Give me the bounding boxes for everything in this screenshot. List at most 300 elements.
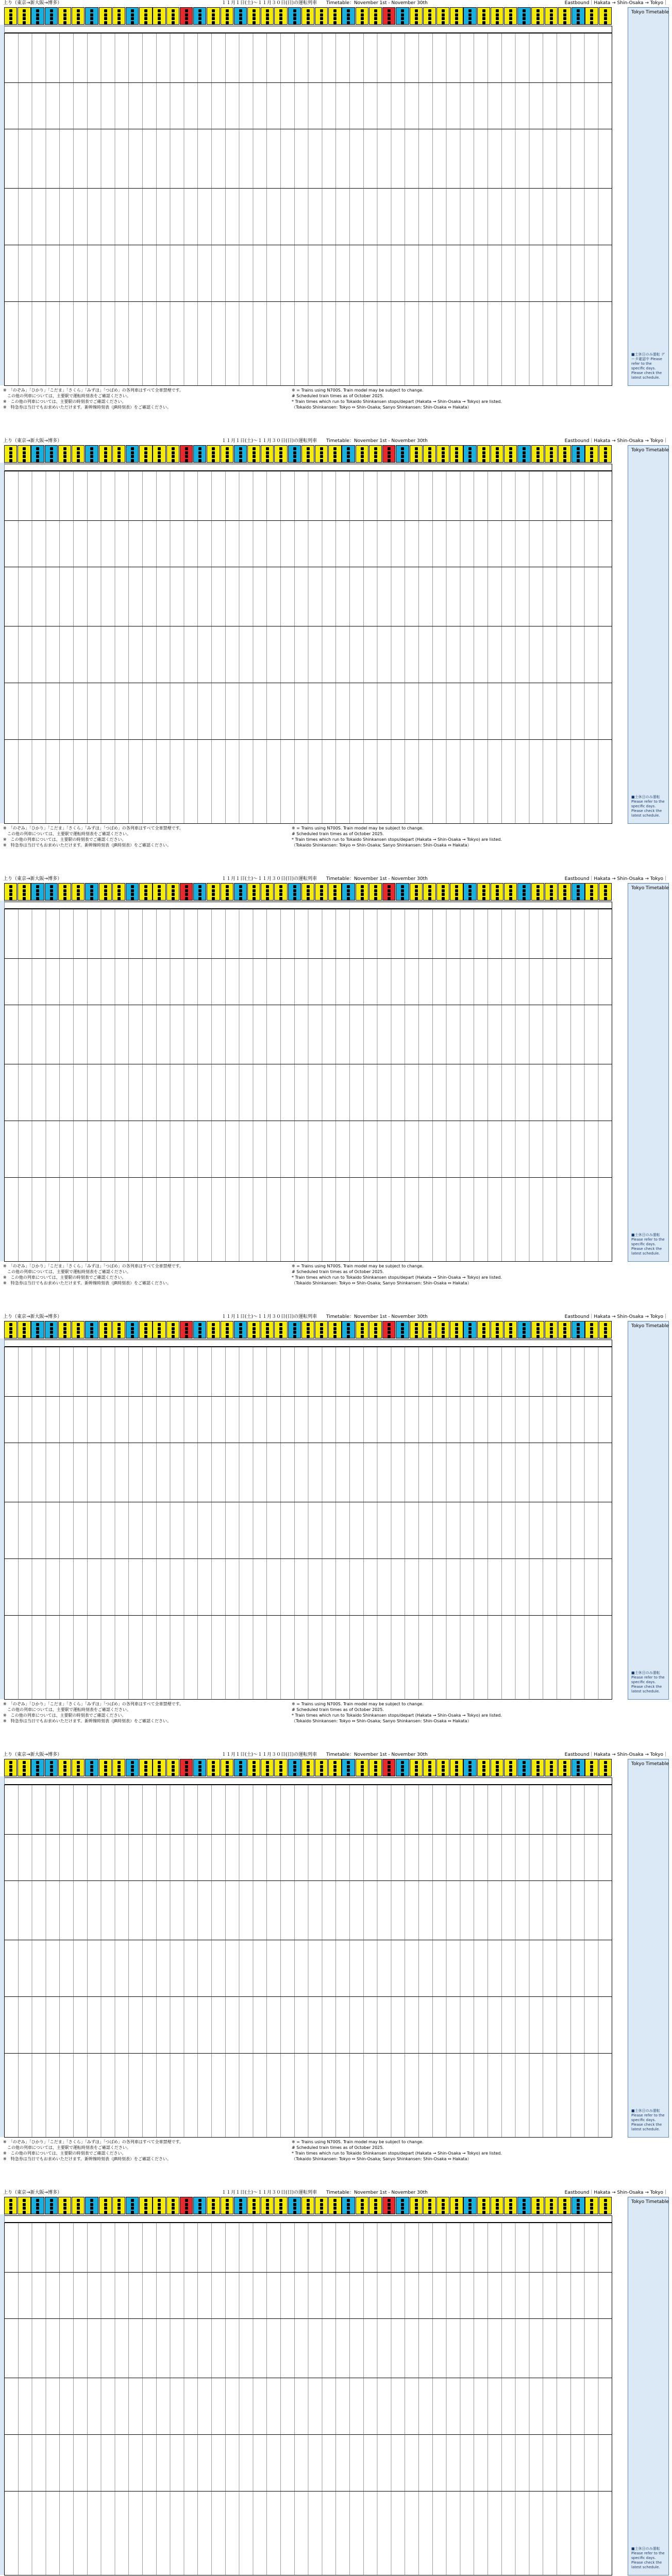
service-marker-icon	[374, 2211, 377, 2214]
service-marker-icon	[90, 893, 93, 896]
service-marker-icon	[293, 1327, 296, 1330]
service-marker-icon	[172, 13, 175, 16]
service-marker-icon	[468, 13, 472, 16]
service-marker-icon	[468, 2211, 472, 2214]
train-column-header	[18, 883, 30, 901]
service-marker-icon	[523, 21, 526, 24]
page-header	[0, 2190, 672, 2196]
service-marker-icon	[144, 2207, 147, 2210]
train-column-header	[234, 1321, 247, 1338]
train-column-header	[58, 445, 71, 463]
service-marker-icon	[90, 455, 93, 458]
service-marker-icon	[23, 1335, 26, 1338]
service-marker-icon	[63, 9, 66, 12]
service-marker-icon	[496, 9, 499, 12]
service-marker-icon	[63, 1335, 66, 1338]
service-marker-icon	[36, 21, 39, 24]
service-marker-icon	[158, 897, 161, 900]
service-marker-icon	[266, 2211, 269, 2214]
train-column-header	[99, 7, 112, 25]
train-column-header	[221, 445, 233, 463]
service-marker-icon	[482, 21, 485, 24]
service-marker-icon	[279, 451, 282, 454]
timetable-page	[0, 438, 672, 876]
service-marker-icon	[496, 893, 499, 896]
service-marker-icon	[144, 1335, 147, 1338]
service-marker-icon	[50, 1761, 53, 1764]
train-column-header	[558, 2197, 571, 2214]
service-marker-icon	[550, 13, 553, 16]
service-marker-icon	[401, 9, 404, 12]
service-marker-icon	[9, 1327, 12, 1330]
service-marker-icon	[77, 17, 80, 20]
service-marker-icon	[415, 1769, 418, 1772]
service-marker-icon	[442, 459, 445, 462]
service-marker-icon	[172, 1769, 175, 1772]
train-column-header	[558, 1321, 571, 1338]
service-marker-icon	[320, 2199, 323, 2202]
train-column-header	[342, 1759, 355, 1776]
service-marker-icon	[23, 1331, 26, 1334]
service-marker-icon	[577, 1761, 580, 1764]
service-marker-icon	[509, 1327, 512, 1330]
service-marker-icon	[550, 1761, 553, 1764]
service-marker-icon	[455, 1761, 458, 1764]
footer-note: ※ = Trains using N700S. Train model may be subject to change.	[292, 2140, 424, 2144]
service-marker-icon	[239, 2211, 242, 2214]
service-marker-icon	[77, 2199, 80, 2202]
service-marker-icon	[212, 2199, 215, 2202]
service-marker-icon	[50, 2199, 53, 2202]
service-marker-icon	[198, 1769, 201, 1772]
service-marker-icon	[50, 1323, 53, 1326]
train-column-header	[369, 883, 382, 901]
service-marker-icon	[361, 2207, 364, 2210]
panel-title: Tokyo Timetable	[631, 10, 669, 15]
train-column-header	[126, 2197, 139, 2214]
service-marker-icon	[307, 885, 310, 888]
service-marker-icon	[117, 897, 121, 900]
service-marker-icon	[361, 1765, 364, 1768]
service-marker-icon	[604, 885, 607, 888]
timetable-grid	[4, 909, 612, 1262]
service-marker-icon	[374, 13, 377, 16]
service-marker-icon	[185, 889, 188, 892]
service-marker-icon	[131, 1761, 134, 1764]
service-marker-icon	[104, 459, 107, 462]
service-marker-icon	[333, 889, 337, 892]
service-marker-icon	[374, 885, 377, 888]
service-marker-icon	[388, 451, 391, 454]
service-marker-icon	[239, 455, 242, 458]
service-marker-icon	[104, 1765, 107, 1768]
service-marker-icon	[117, 889, 121, 892]
service-marker-icon	[550, 459, 553, 462]
train-column-header	[207, 2197, 220, 2214]
service-marker-icon	[279, 1335, 282, 1338]
service-marker-icon	[320, 885, 323, 888]
service-marker-icon	[563, 1323, 566, 1326]
train-column-header	[180, 445, 193, 463]
service-marker-icon	[577, 17, 580, 20]
service-marker-icon	[361, 1323, 364, 1326]
service-marker-icon	[590, 1323, 593, 1326]
service-marker-icon	[428, 17, 431, 20]
service-marker-icon	[482, 2207, 485, 2210]
service-marker-icon	[158, 455, 161, 458]
service-marker-icon	[144, 1323, 147, 1326]
service-marker-icon	[63, 1761, 66, 1764]
train-column-header	[545, 1321, 558, 1338]
service-marker-icon	[415, 897, 418, 900]
train-column-header	[504, 883, 517, 901]
train-column-header	[261, 445, 274, 463]
service-marker-icon	[374, 21, 377, 24]
service-marker-icon	[496, 885, 499, 888]
train-column-header	[477, 2197, 490, 2214]
service-marker-icon	[415, 2211, 418, 2214]
service-marker-icon	[550, 1323, 553, 1326]
train-column-header	[139, 883, 152, 901]
train-column-header	[274, 2197, 287, 2214]
service-marker-icon	[523, 1761, 526, 1764]
service-marker-icon	[563, 9, 566, 12]
service-marker-icon	[226, 1335, 229, 1338]
footer-notes-en	[292, 1263, 611, 1286]
service-marker-icon	[198, 451, 201, 454]
train-column-header	[288, 1321, 301, 1338]
service-marker-icon	[468, 897, 472, 900]
train-number-row	[4, 26, 612, 33]
footer-note: （Tokaido Shinkansen: Tokyo ⇔ Shin-Osaka; Sanyo Shinkansen: Shin-Osaka ⇔ Hakata）	[292, 1719, 472, 1723]
train-column-header	[234, 1759, 247, 1776]
service-marker-icon	[347, 889, 350, 892]
train-column-header	[572, 1759, 584, 1776]
service-marker-icon	[131, 1765, 134, 1768]
panel-note: ■土休日のみ運転 Please refer to the specific days. Please check the latest schedule.	[631, 1671, 665, 1693]
service-marker-icon	[131, 451, 134, 454]
service-marker-icon	[172, 447, 175, 450]
service-marker-icon	[90, 2207, 93, 2210]
service-marker-icon	[9, 2211, 12, 2214]
service-marker-icon	[104, 1331, 107, 1334]
service-marker-icon	[172, 9, 175, 12]
panel-title: Tokyo Timetable	[631, 886, 669, 891]
service-marker-icon	[253, 447, 256, 450]
service-marker-icon	[23, 455, 26, 458]
service-marker-icon	[279, 17, 282, 20]
service-marker-icon	[428, 13, 431, 16]
service-marker-icon	[63, 455, 66, 458]
service-marker-icon	[307, 451, 310, 454]
service-marker-icon	[442, 893, 445, 896]
service-marker-icon	[577, 13, 580, 16]
service-marker-icon	[401, 21, 404, 24]
service-marker-icon	[293, 1761, 296, 1764]
service-marker-icon	[442, 2199, 445, 2202]
service-marker-icon	[266, 1765, 269, 1768]
train-column-header	[288, 2197, 301, 2214]
train-column-header	[436, 883, 449, 901]
footer-note: ※ = Trains using N700S. Train model may be subject to change.	[292, 826, 424, 831]
service-marker-icon	[226, 1773, 229, 1776]
train-column-header	[180, 1321, 193, 1338]
service-marker-icon	[158, 1765, 161, 1768]
direction-label: 上り（東京→新大阪→博多）	[3, 438, 62, 444]
service-marker-icon	[293, 1335, 296, 1338]
service-marker-icon	[185, 2199, 188, 2202]
service-marker-icon	[293, 897, 296, 900]
train-column-header	[450, 7, 463, 25]
service-marker-icon	[455, 2211, 458, 2214]
service-marker-icon	[590, 1761, 593, 1764]
footer-note: ※ 「のぞみ」「ひかり」「こだま」「さくら」「みずほ」「つばめ」の各列車はすべて全車禁煙です。	[3, 2140, 183, 2144]
service-marker-icon	[253, 1327, 256, 1330]
service-marker-icon	[550, 21, 553, 24]
service-marker-icon	[23, 13, 26, 16]
train-column-header	[139, 1321, 152, 1338]
service-marker-icon	[212, 1335, 215, 1338]
train-column-header	[599, 7, 612, 25]
service-marker-icon	[415, 889, 418, 892]
train-column-header	[423, 445, 436, 463]
service-marker-icon	[442, 1331, 445, 1334]
train-column-header	[531, 445, 544, 463]
service-marker-icon	[36, 1761, 39, 1764]
service-marker-icon	[63, 2199, 66, 2202]
service-marker-icon	[536, 447, 540, 450]
service-marker-icon	[185, 1335, 188, 1338]
route-label: Eastbound｜Hakata → Shin-Osaka → Tokyo｜	[564, 2190, 668, 2195]
service-marker-icon	[361, 1327, 364, 1330]
train-column-header	[342, 2197, 355, 2214]
service-marker-icon	[388, 455, 391, 458]
service-marker-icon	[23, 893, 26, 896]
train-column-header	[180, 883, 193, 901]
service-marker-icon	[320, 897, 323, 900]
service-marker-icon	[212, 1761, 215, 1764]
footer-note: ※ 特急券は当日でもお求めいただけます。新幹線時刻表（JR時刻表）をご確認ください。	[3, 1719, 171, 1723]
service-marker-icon	[401, 893, 404, 896]
service-marker-icon	[401, 455, 404, 458]
service-marker-icon	[468, 1769, 472, 1772]
train-column-header	[180, 7, 193, 25]
service-marker-icon	[361, 885, 364, 888]
train-column-header	[531, 1759, 544, 1776]
service-marker-icon	[226, 2199, 229, 2202]
service-marker-icon	[347, 1761, 350, 1764]
train-column-header	[599, 445, 612, 463]
service-marker-icon	[266, 2207, 269, 2210]
service-marker-icon	[455, 885, 458, 888]
panel-note: ■土休日のみ運転 データ確認中 Please refer to the specific days. Please check the latest schedule.	[631, 352, 665, 380]
service-marker-icon	[577, 1335, 580, 1338]
service-marker-icon	[523, 9, 526, 12]
service-marker-icon	[320, 2211, 323, 2214]
service-marker-icon	[293, 2207, 296, 2210]
footer-note: ※ 「のぞみ」「ひかり」「こだま」「さくら」「みずほ」「つばめ」の各列車はすべて全車禁煙です。	[3, 388, 183, 393]
service-marker-icon	[361, 21, 364, 24]
service-marker-icon	[172, 1765, 175, 1768]
train-column-header	[382, 2197, 395, 2214]
service-marker-icon	[239, 1769, 242, 1772]
service-marker-icon	[50, 2211, 53, 2214]
service-marker-icon	[104, 1761, 107, 1764]
service-marker-icon	[374, 897, 377, 900]
train-column-header	[112, 2197, 125, 2214]
service-marker-icon	[77, 1331, 80, 1334]
service-marker-icon	[239, 893, 242, 896]
train-column-header	[491, 7, 503, 25]
service-marker-icon	[77, 1765, 80, 1768]
train-column-header	[599, 1321, 612, 1338]
page-header	[0, 438, 672, 444]
train-column-header	[477, 883, 490, 901]
train-column-header	[463, 883, 476, 901]
train-column-header	[112, 883, 125, 901]
train-column-header	[4, 445, 17, 463]
service-marker-icon	[307, 2203, 310, 2206]
train-column-header	[153, 883, 165, 901]
train-column-header	[450, 1321, 463, 1338]
service-marker-icon	[23, 459, 26, 462]
footer-note: この他の列車については、主要駅で運転時刻表をご確認ください。	[3, 832, 131, 836]
service-marker-icon	[428, 2207, 431, 2210]
service-marker-icon	[455, 9, 458, 12]
service-marker-icon	[496, 1323, 499, 1326]
train-column-header	[31, 1759, 44, 1776]
service-marker-icon	[604, 9, 607, 12]
service-marker-icon	[239, 897, 242, 900]
service-marker-icon	[604, 1331, 607, 1334]
train-column-header	[221, 7, 233, 25]
train-column-header	[301, 2197, 314, 2214]
service-marker-icon	[401, 1327, 404, 1330]
service-marker-icon	[158, 2203, 161, 2206]
service-marker-icon	[279, 459, 282, 462]
service-marker-icon	[63, 2207, 66, 2210]
service-marker-icon	[144, 1761, 147, 1764]
service-marker-icon	[374, 889, 377, 892]
train-column-header	[193, 1759, 206, 1776]
service-marker-icon	[347, 893, 350, 896]
service-marker-icon	[333, 2207, 337, 2210]
service-marker-icon	[50, 455, 53, 458]
service-marker-icon	[36, 17, 39, 20]
service-marker-icon	[117, 455, 121, 458]
service-marker-icon	[536, 13, 540, 16]
train-column-header	[396, 445, 409, 463]
service-marker-icon	[536, 21, 540, 24]
service-marker-icon	[550, 897, 553, 900]
service-marker-icon	[36, 459, 39, 462]
service-marker-icon	[415, 21, 418, 24]
service-marker-icon	[496, 455, 499, 458]
service-marker-icon	[442, 451, 445, 454]
service-marker-icon	[590, 2207, 593, 2210]
service-marker-icon	[320, 451, 323, 454]
service-marker-icon	[104, 9, 107, 12]
page-header	[0, 876, 672, 882]
train-column-header	[99, 1759, 112, 1776]
route-label: Eastbound｜Hakata → Shin-Osaka → Tokyo｜	[564, 1, 668, 6]
service-marker-icon	[523, 1773, 526, 1776]
service-marker-icon	[9, 1773, 12, 1776]
train-column-header	[356, 883, 368, 901]
service-marker-icon	[428, 1331, 431, 1334]
service-marker-icon	[279, 1323, 282, 1326]
service-marker-icon	[333, 459, 337, 462]
service-marker-icon	[253, 9, 256, 12]
service-marker-icon	[536, 459, 540, 462]
service-marker-icon	[144, 1765, 147, 1768]
service-marker-icon	[536, 2211, 540, 2214]
service-marker-icon	[104, 2203, 107, 2206]
service-marker-icon	[293, 2203, 296, 2206]
service-marker-icon	[198, 17, 201, 20]
service-marker-icon	[536, 17, 540, 20]
service-marker-icon	[482, 2199, 485, 2202]
train-column-header	[504, 7, 517, 25]
service-marker-icon	[293, 1773, 296, 1776]
train-column-header	[410, 7, 423, 25]
service-marker-icon	[536, 2207, 540, 2210]
service-marker-icon	[590, 1773, 593, 1776]
service-marker-icon	[468, 893, 472, 896]
service-marker-icon	[253, 21, 256, 24]
service-marker-icon	[307, 459, 310, 462]
service-marker-icon	[509, 2211, 512, 2214]
service-marker-icon	[131, 1769, 134, 1772]
train-column-header	[85, 445, 98, 463]
train-column-header	[342, 1321, 355, 1338]
service-marker-icon	[590, 2203, 593, 2206]
section-divider	[5, 1396, 612, 1397]
train-column-header	[531, 2197, 544, 2214]
service-marker-icon	[468, 1331, 472, 1334]
service-marker-icon	[172, 2203, 175, 2206]
service-marker-icon	[198, 885, 201, 888]
service-marker-icon	[172, 1331, 175, 1334]
service-marker-icon	[9, 1331, 12, 1334]
service-marker-icon	[577, 1331, 580, 1334]
service-marker-icon	[50, 1331, 53, 1334]
train-column-header	[288, 1759, 301, 1776]
service-marker-icon	[550, 1769, 553, 1772]
service-marker-icon	[401, 2207, 404, 2210]
service-marker-icon	[361, 893, 364, 896]
service-marker-icon	[144, 9, 147, 12]
train-column-header	[410, 1759, 423, 1776]
service-marker-icon	[536, 1323, 540, 1326]
service-marker-icon	[104, 893, 107, 896]
service-marker-icon	[374, 447, 377, 450]
service-marker-icon	[226, 1765, 229, 1768]
route-label: Eastbound｜Hakata → Shin-Osaka → Tokyo｜	[564, 876, 668, 882]
service-marker-icon	[90, 897, 93, 900]
service-marker-icon	[577, 885, 580, 888]
train-column-header	[207, 445, 220, 463]
service-marker-icon	[9, 451, 12, 454]
service-marker-icon	[226, 455, 229, 458]
service-marker-icon	[158, 1327, 161, 1330]
train-column-header	[221, 883, 233, 901]
train-column-header	[31, 7, 44, 25]
footer-notes-ja	[3, 1701, 281, 1724]
service-marker-icon	[428, 455, 431, 458]
service-marker-icon	[158, 13, 161, 16]
train-column-header	[31, 2197, 44, 2214]
